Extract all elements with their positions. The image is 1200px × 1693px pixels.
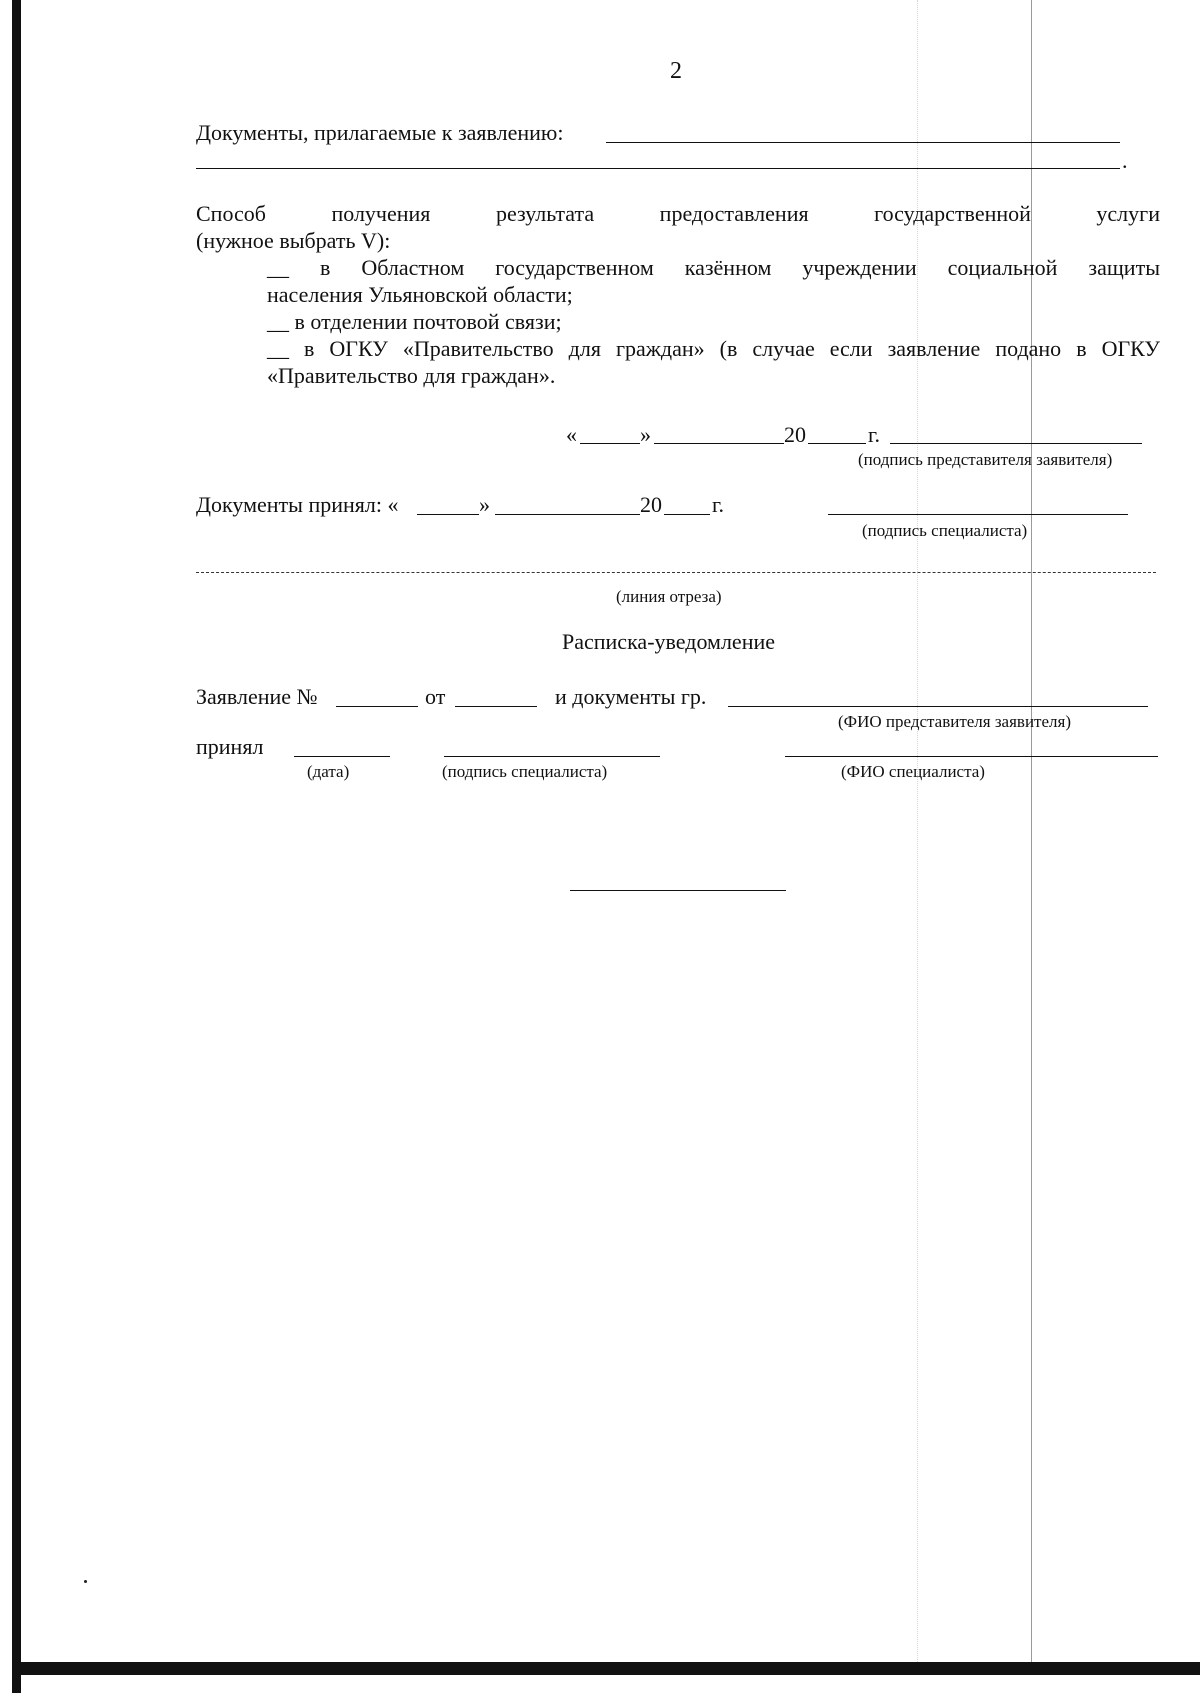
applicant-day-field[interactable] — [580, 443, 640, 444]
option-ogku-social-word: государственном — [495, 255, 654, 280]
receipt-title: Расписка-уведомление — [562, 629, 776, 654]
method-heading-word: предоставления — [659, 201, 809, 226]
method-heading-word: получения — [331, 201, 431, 226]
scan-border-bottom — [12, 1662, 1200, 1675]
accepted-specialist-signature-field[interactable] — [444, 756, 660, 757]
option-ogku-social-word: защиты — [1088, 255, 1160, 280]
method-heading-word: Способ — [196, 201, 266, 226]
applicant-signature-caption: (подпись представителя заявителя) — [858, 450, 1113, 469]
fio-representative-field[interactable] — [728, 706, 1148, 707]
docs-citizen-label: и документы гр. — [555, 684, 707, 709]
docs-accepted-year-prefix: 20 — [640, 492, 662, 517]
option-government-for-citizens-word: ОГКУ — [1101, 336, 1160, 361]
option-government-for-citizens-word: (в — [719, 336, 738, 361]
method-heading-line2: (нужное выбрать V): — [196, 228, 391, 253]
statement-from-label: от — [425, 684, 446, 709]
option-ogku-social-word: социальной — [947, 255, 1058, 280]
option-government-for-citizens-word: в — [304, 336, 315, 361]
specialist-signature-caption: (подпись специалиста) — [862, 521, 1028, 540]
option-ogku-social-line1[interactable] — [267, 255, 1160, 281]
option-ogku-social-word: казённом — [684, 255, 772, 280]
docs-accepted-year-field[interactable] — [664, 514, 710, 515]
cut-line — [196, 572, 1156, 573]
option-government-for-citizens-line2: «Правительство для граждан». — [267, 363, 556, 388]
option-government-for-citizens-line1[interactable] — [267, 336, 1160, 362]
option-government-for-citizens-word: ОГКУ — [329, 336, 388, 361]
method-heading-line1 — [196, 201, 1160, 227]
option-government-for-citizens-word: «Правительство — [402, 336, 554, 361]
cut-line-caption: (линия отреза) — [616, 587, 722, 606]
applicant-quote-open: « — [566, 422, 577, 447]
method-heading-word: услуги — [1096, 201, 1160, 226]
accepted-specialist-signature-caption: (подпись специалиста) — [442, 762, 608, 781]
applicant-year-suffix: г. — [868, 422, 881, 447]
specialist-signature-field[interactable] — [828, 514, 1128, 515]
end-separator — [570, 890, 786, 891]
applicant-year-field[interactable] — [808, 443, 866, 444]
applicant-quote-close: » — [640, 422, 651, 447]
applicant-signature-field[interactable] — [890, 443, 1142, 444]
option-government-for-citizens-word: для — [568, 336, 601, 361]
attached-docs-field-1[interactable] — [606, 142, 1120, 143]
statement-date-field[interactable] — [455, 706, 537, 707]
option-government-for-citizens-word: в — [1076, 336, 1087, 361]
page-number: 2 — [670, 58, 682, 84]
option-ogku-social-word: __ — [267, 255, 289, 280]
option-government-for-citizens-word: заявление — [887, 336, 981, 361]
accepted-label: принял — [196, 734, 264, 759]
option-post-office[interactable]: __ в отделении почтовой связи; — [267, 309, 562, 334]
option-ogku-social-word: Областном — [361, 255, 465, 280]
docs-accepted-year-suffix: г. — [712, 492, 725, 517]
accepted-date-field[interactable] — [294, 756, 390, 757]
method-heading-word: результата — [495, 201, 595, 226]
option-government-for-citizens-word: граждан» — [615, 336, 705, 361]
docs-accepted-quote-close: » — [479, 492, 490, 517]
docs-accepted-label: Документы принял: « — [196, 492, 399, 517]
attached-docs-field-2[interactable] — [196, 168, 1120, 169]
fio-specialist-field[interactable] — [785, 756, 1158, 757]
option-government-for-citizens-word: __ — [267, 336, 289, 361]
statement-number-label: Заявление № — [196, 684, 318, 709]
option-government-for-citizens-word: подано — [995, 336, 1062, 361]
scan-border-left — [12, 0, 21, 1693]
option-government-for-citizens-word: случае — [752, 336, 815, 361]
scan-fold-line — [1031, 0, 1032, 1662]
docs-accepted-day-field[interactable] — [417, 514, 479, 515]
option-ogku-social-word: учреждении — [802, 255, 917, 280]
date-caption: (дата) — [307, 762, 350, 781]
applicant-year-prefix: 20 — [784, 422, 806, 447]
option-ogku-social-word: в — [319, 255, 331, 280]
attached-docs-end: . — [1122, 148, 1128, 173]
attached-docs-label: Документы, прилагаемые к заявлению: — [196, 120, 564, 145]
fio-specialist-caption: (ФИО специалиста) — [841, 762, 985, 781]
statement-number-field[interactable] — [336, 706, 418, 707]
method-heading-word: государственной — [874, 201, 1031, 226]
fio-representative-caption: (ФИО представителя заявителя) — [838, 712, 1071, 731]
docs-accepted-month-field[interactable] — [495, 514, 640, 515]
scan-speck — [84, 1580, 87, 1583]
applicant-month-field[interactable] — [654, 443, 784, 444]
option-government-for-citizens-word: если — [829, 336, 873, 361]
option-ogku-social-line2: населения Ульяновской области; — [267, 282, 573, 307]
scan-fold-line-faint — [917, 0, 919, 1662]
